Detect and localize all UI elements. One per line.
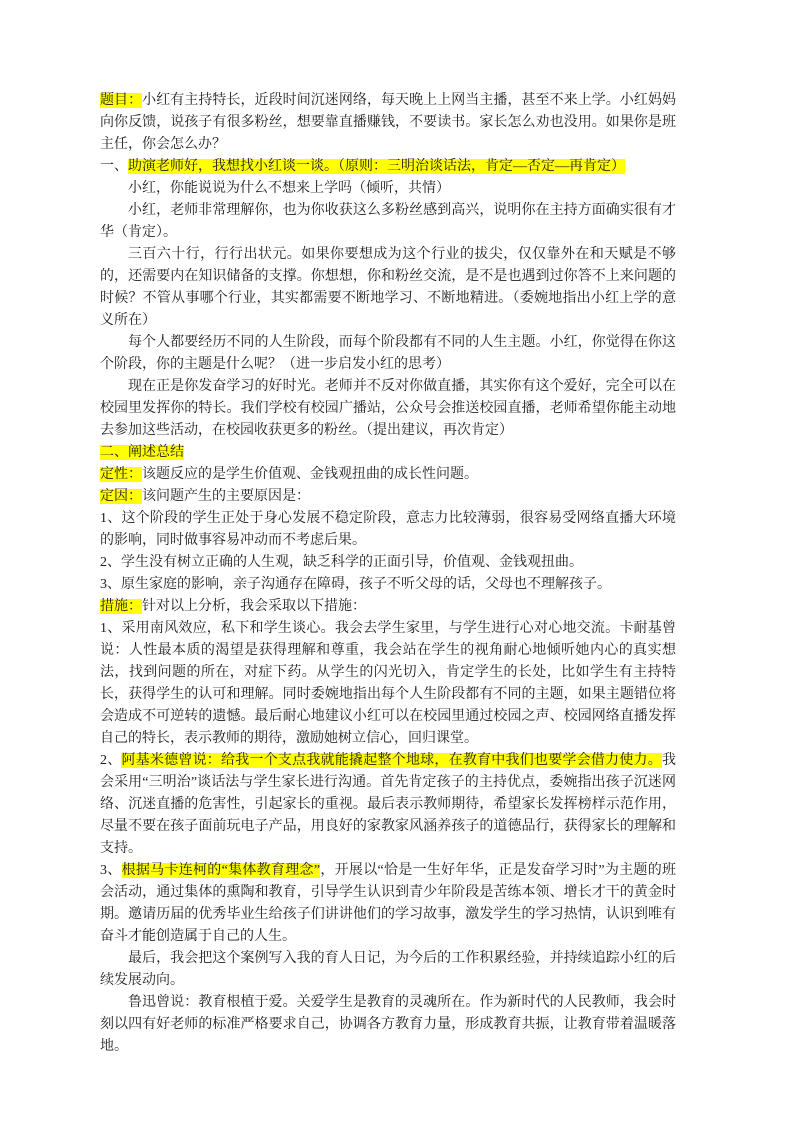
highlighted-text-run: 二、阐述总结 xyxy=(100,445,184,460)
paragraph xyxy=(100,442,676,464)
text-run: 2、 xyxy=(100,753,122,768)
text-run: 3、原生家庭的影响，亲子沟通存在障碍，孩子不听父母的话，父母也不理解孩子。 xyxy=(100,577,611,592)
paragraph xyxy=(100,376,676,442)
highlighted-text-run: 定性： xyxy=(100,467,142,482)
highlighted-text-run: 助演老师好，我想找小红谈一谈。（原则：三明治谈话法，肯定—否定—再肯定） xyxy=(128,159,625,174)
paragraph xyxy=(100,486,676,508)
paragraph xyxy=(100,244,676,332)
paragraph xyxy=(100,200,676,244)
highlighted-text-run: 题目： xyxy=(100,93,143,108)
text-run: 一、 xyxy=(100,159,128,174)
paragraph xyxy=(100,948,676,992)
text-run: 针对以上分析，我会采取以下措施： xyxy=(142,599,366,614)
text-run: 三百六十行，行行出状元。如果你要想成为这个行业的拔尖，仅仅靠外在和天赋是不够的，还需要内在知识储备的支撑。你想想，你和粉丝交流，是不是也遇到过你答不上来问题的时候？不管从事哪个行业，其实都需要不断地学习、不断地精进。（委婉地指出小红上学的意义所在） xyxy=(100,247,676,328)
text-run: 该题反应的是学生价值观、金钱观扭曲的成长性问题。 xyxy=(142,467,478,482)
paragraph xyxy=(100,90,676,156)
text-run: 小红，老师非常理解你，也为你收获这么多粉丝感到高兴，说明你在主持方面确实很有才华（肯定）。 xyxy=(100,203,676,240)
highlighted-text-run: 定因： xyxy=(100,489,142,504)
paragraph xyxy=(100,508,676,552)
paragraph xyxy=(100,552,676,574)
text-run: 小红有主持特长，近段时间沉迷网络，每天晚上上网当主播，甚至不来上学。小红妈妈向你反馈，说孩子有很多粉丝，想要靠直播赚钱，不要读书。家长怎么劝也没用。如果你是班主任，你会怎么办？ xyxy=(100,93,677,152)
paragraph xyxy=(100,596,676,618)
document-body xyxy=(100,90,676,1058)
paragraph xyxy=(100,464,676,486)
text-run: 现在正是你发奋学习的好时光。老师并不反对你做直播，其实你有这个爱好，完全可以在校园里发挥你的特长。我们学校有校园广播站，公众号会推送校园直播，老师希望你能主动地去参加这些活动，在校园收获更多的粉丝。（提出建议，再次肯定） xyxy=(100,379,676,438)
text-run: 每个人都要经历不同的人生阶段，而每个阶段都有不同的人生主题。小红，你觉得在你这个阶段，你的主题是什么呢？（进一步启发小红的思考） xyxy=(100,335,676,372)
highlighted-text-run: 根据马卡连柯的“集体教育理念” xyxy=(121,863,321,878)
text-run: 鲁迅曾说：教育根植于爱。关爱学生是教育的灵魂所在。作为新时代的人民教师，我会时刻以四有好老师的标准严格要求自己，协调各方教育力量，形成教育共振，让教育带着温暖落地。 xyxy=(100,995,676,1054)
text-run: 小红，你能说说为什么不想来上学吗（倾听，共情） xyxy=(128,181,450,196)
paragraph xyxy=(100,860,676,948)
paragraph xyxy=(100,332,676,376)
paragraph xyxy=(100,574,676,596)
text-run: 该问题产生的主要原因是： xyxy=(142,489,310,504)
text-run: 1、采用南风效应，私下和学生谈心。我会去学生家里，与学生进行心对心地交流。卡耐基曾说：人性最本质的渴望是获得理解和尊重，我会站在学生的视角耐心地倾听她内心的真实想法，找到问题的所在，对症下药。从学生的闪光切入，肯定学生的长处，比如学生有主持特长，获得学生的认可和理解。同时委婉地指出每个人生阶段都有不同的主题，如果主题错位将会造成不可逆转的遗憾。最后耐心地建议小红可以在校园里通过校园之声、校园网络直播发挥自己的特长，表示教师的期待，激励她树立信心，回归课堂。 xyxy=(100,621,676,746)
text-run: 1、这个阶段的学生正处于身心发展不稳定阶段，意志力比较薄弱，很容易受网络直播大环境的影响，同时做事容易冲动而不考虑后果。 xyxy=(100,511,676,548)
highlighted-text-run: 措施： xyxy=(100,599,142,614)
paragraph xyxy=(100,178,676,200)
text-run: 2、学生没有树立正确的人生观，缺乏科学的正面引导，价值观、金钱观扭曲。 xyxy=(100,555,583,570)
highlighted-text-run: 阿基米德曾说：给我一个支点我就能撬起整个地球，在教育中我们也要学会借力使力。 xyxy=(121,753,663,768)
text-run: 我会采用“三明治”谈话法与学生家长进行沟通。首先肯定孩子的主持优点，委婉指出孩子沉迷网络、沉迷直播的危害性，引起家长的重视。最后表示教师期待，希望家长发挥榜样示范作用，尽量不要在孩子面前玩电子产品，用良好的家教家风涵养孩子的道德品行，获得家长的理解和支持。 xyxy=(100,753,677,856)
paragraph xyxy=(100,992,676,1058)
text-run: 3、 xyxy=(100,863,122,878)
text-run: ，开展以“恰是一生好年华，正是发奋学习时”为主题的班会活动，通过集体的熏陶和教育，引导学生认识到青少年阶段是苦练本领、增长才干的黄金时期。邀请历届的优秀毕业生给孩子们讲讲他们的学习故事，激发学生的学习热情，认识到唯有奋斗才能创造属于自己的人生。 xyxy=(100,863,676,944)
paragraph xyxy=(100,750,676,860)
paragraph xyxy=(100,618,676,750)
paragraph xyxy=(100,156,676,178)
text-run: 最后，我会把这个案例写入我的育人日记，为今后的工作积累经验，并持续追踪小红的后续发展动向。 xyxy=(100,951,676,988)
